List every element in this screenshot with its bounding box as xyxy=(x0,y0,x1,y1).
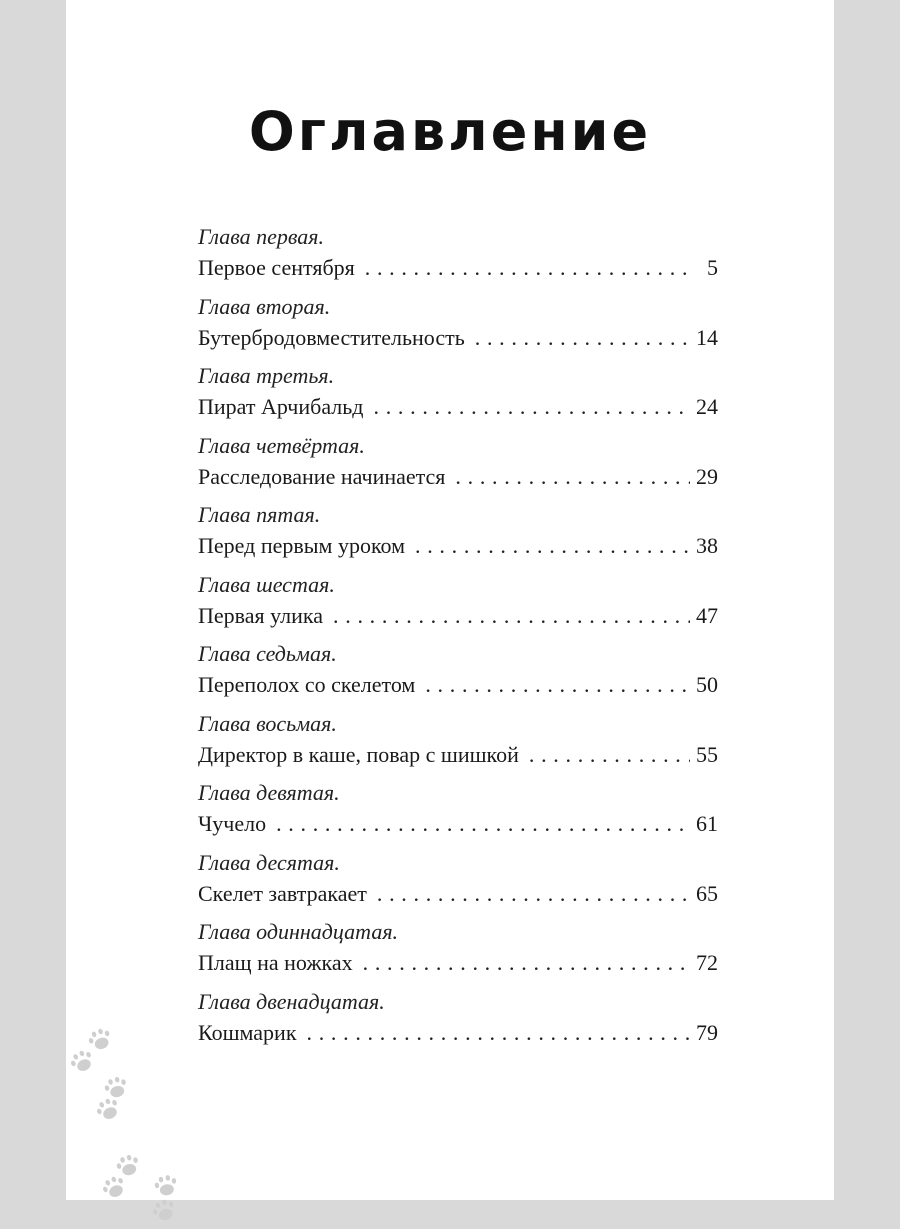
chapter-line xyxy=(198,391,718,423)
chapter-label: Глава четвёртая. xyxy=(198,432,365,458)
chapter-label: Глава седьмая. xyxy=(198,641,337,666)
book-page xyxy=(66,0,834,1200)
page-number: 24 xyxy=(696,394,718,419)
toc-entry xyxy=(198,987,718,1057)
page-number: 50 xyxy=(696,672,718,697)
toc-entry xyxy=(198,292,718,362)
chapter-label: Глава вторая. xyxy=(198,293,331,319)
chapter-label: Глава одиннадцатая. xyxy=(198,919,399,944)
dot-leader xyxy=(333,600,690,632)
page-number: 72 xyxy=(696,950,718,975)
chapter-line xyxy=(198,739,718,771)
chapter-label: Глава восьмая. xyxy=(198,710,337,736)
dot-leader xyxy=(425,669,690,701)
page-number: 61 xyxy=(696,811,718,836)
dot-leader xyxy=(276,808,690,840)
chapter-title: Первая улика xyxy=(198,602,324,628)
toc-entry xyxy=(198,639,718,709)
chapter-title: Бутербродовместительность xyxy=(198,324,465,350)
page-number: 38 xyxy=(696,533,718,558)
chapter-label: Глава первая. xyxy=(198,224,324,249)
chapter-title: Скелет завтракает xyxy=(198,880,367,906)
dot-leader xyxy=(363,947,690,979)
chapter-line xyxy=(198,669,718,701)
dot-leader xyxy=(415,530,690,562)
chapter-title: Чучело xyxy=(198,811,267,836)
page-number: 5 xyxy=(707,255,718,280)
page-number: 65 xyxy=(696,880,718,906)
toc-entry xyxy=(198,500,718,570)
chapter-label: Глава шестая. xyxy=(198,571,335,597)
dot-leader xyxy=(529,739,690,771)
chapter-title: Расследование начинается xyxy=(198,463,446,489)
chapter-label: Глава двенадцатая. xyxy=(198,988,385,1014)
dot-leader xyxy=(455,461,690,493)
toc-entry xyxy=(198,778,718,848)
table-of-contents xyxy=(198,222,718,1056)
chapter-line xyxy=(198,322,718,354)
page-number: 79 xyxy=(696,1019,718,1045)
dot-leader xyxy=(377,878,690,910)
chapter-title: Первое сентября xyxy=(198,255,355,280)
dot-leader xyxy=(374,391,690,423)
chapter-title: Плащ на ножках xyxy=(198,950,353,975)
chapter-label: Глава пятая. xyxy=(198,502,321,527)
chapter-label: Глава девятая. xyxy=(198,780,340,805)
chapter-title: Перед первым уроком xyxy=(198,533,406,558)
toc-entry xyxy=(198,848,718,918)
toc-entry xyxy=(198,917,718,987)
page-title: Оглавление xyxy=(248,100,652,163)
page-number: 29 xyxy=(696,463,718,489)
chapter-line xyxy=(198,808,718,840)
chapter-line xyxy=(198,530,718,562)
page-number: 47 xyxy=(696,602,718,628)
dot-leader xyxy=(365,252,690,284)
chapter-title: Директор в каше, повар с шишкой xyxy=(198,741,519,767)
chapter-title: Переполох со скелетом xyxy=(198,672,416,697)
chapter-title: Пират Арчибальд xyxy=(198,394,364,419)
page-number: 55 xyxy=(696,741,718,767)
toc-entry xyxy=(198,361,718,431)
toc-entry xyxy=(198,709,718,779)
dot-leader xyxy=(307,1017,690,1049)
toc-entry xyxy=(198,222,718,292)
chapter-line xyxy=(198,461,718,493)
dot-leader xyxy=(475,322,690,354)
chapter-line xyxy=(198,947,718,979)
chapter-line xyxy=(198,252,718,284)
chapter-line xyxy=(198,1017,718,1049)
toc-entry xyxy=(198,431,718,501)
chapter-line xyxy=(198,878,718,910)
chapter-line xyxy=(198,600,718,632)
chapter-label: Глава третья. xyxy=(198,363,335,388)
page-number: 14 xyxy=(696,324,718,350)
toc-entry xyxy=(198,570,718,640)
chapter-title: Кошмарик xyxy=(198,1019,297,1045)
chapter-label: Глава десятая. xyxy=(198,849,340,875)
